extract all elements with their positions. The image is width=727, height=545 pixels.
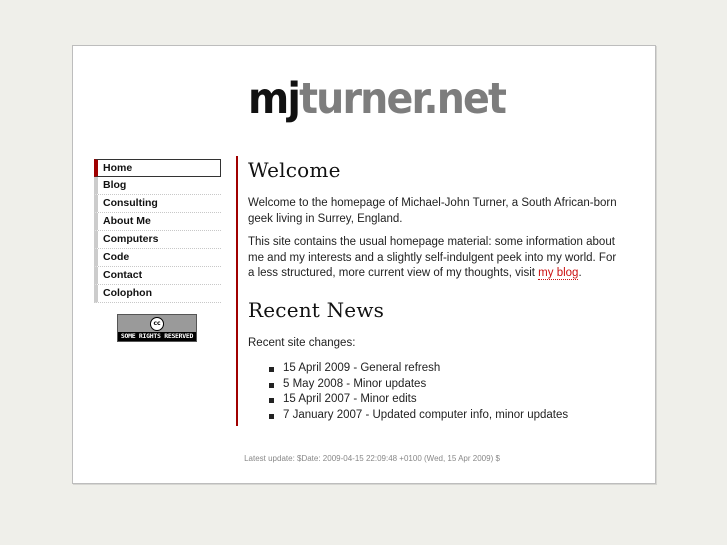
cc-icon: cc	[150, 317, 164, 331]
news-item-text: 7 January 2007 - Updated computer info, minor updates	[283, 408, 569, 421]
square-bullet-icon	[269, 398, 274, 403]
creative-commons-badge[interactable]	[117, 314, 197, 342]
recent-news-heading: Recent News	[248, 297, 385, 322]
nav-item-home[interactable]: Home	[94, 159, 221, 177]
nav-item-contact[interactable]: Contact	[94, 267, 221, 285]
nav-item-computers[interactable]: Computers	[94, 231, 221, 249]
nav-item-blog[interactable]: Blog	[94, 177, 221, 195]
intro-paragraph: Welcome to the homepage of Michael-John Turner, a South African-born geek living in Surrey, England.	[248, 197, 617, 225]
page-container	[72, 45, 656, 484]
description-paragraph	[248, 235, 623, 282]
news-list	[248, 361, 623, 423]
my-blog-link[interactable]: my blog	[538, 267, 579, 279]
nav-item-about-me[interactable]: About Me	[94, 213, 221, 231]
news-item	[269, 361, 623, 377]
description-text: This site contains the usual homepage material: some information about me and my interests and a slightly self-indulgent peek into my world. For a less structured, more current view of my thoughts, visit	[248, 236, 617, 279]
nav-item-code[interactable]: Code	[94, 249, 221, 267]
main-content	[236, 156, 623, 426]
footer-last-update: Latest update: $Date: 2009-04-15 22:09:48 +0100 (Wed, 15 Apr 2009) $	[244, 454, 500, 463]
logo-rest: turner.net	[299, 74, 506, 124]
description-end: .	[578, 267, 582, 279]
news-item-text: 15 April 2007 - Minor edits	[283, 393, 417, 405]
site-logo[interactable]	[248, 74, 505, 124]
square-bullet-icon	[269, 367, 274, 372]
news-item	[269, 392, 623, 408]
square-bullet-icon	[269, 414, 274, 419]
sidebar-nav	[94, 159, 221, 303]
nav-item-colophon[interactable]: Colophon	[94, 285, 221, 303]
news-item-text: 5 May 2008 - Minor updates	[283, 377, 427, 390]
news-item	[269, 377, 623, 393]
square-bullet-icon	[269, 383, 274, 388]
nav-item-consulting[interactable]: Consulting	[94, 195, 221, 213]
news-intro: Recent site changes:	[248, 336, 356, 349]
news-item-text: 15 April 2009 - General refresh	[283, 362, 441, 374]
news-item	[269, 408, 623, 424]
welcome-heading: Welcome	[248, 158, 341, 182]
cc-badge-text: SOME RIGHTS RESERVED	[118, 332, 196, 341]
logo-mj: mj	[248, 74, 300, 124]
